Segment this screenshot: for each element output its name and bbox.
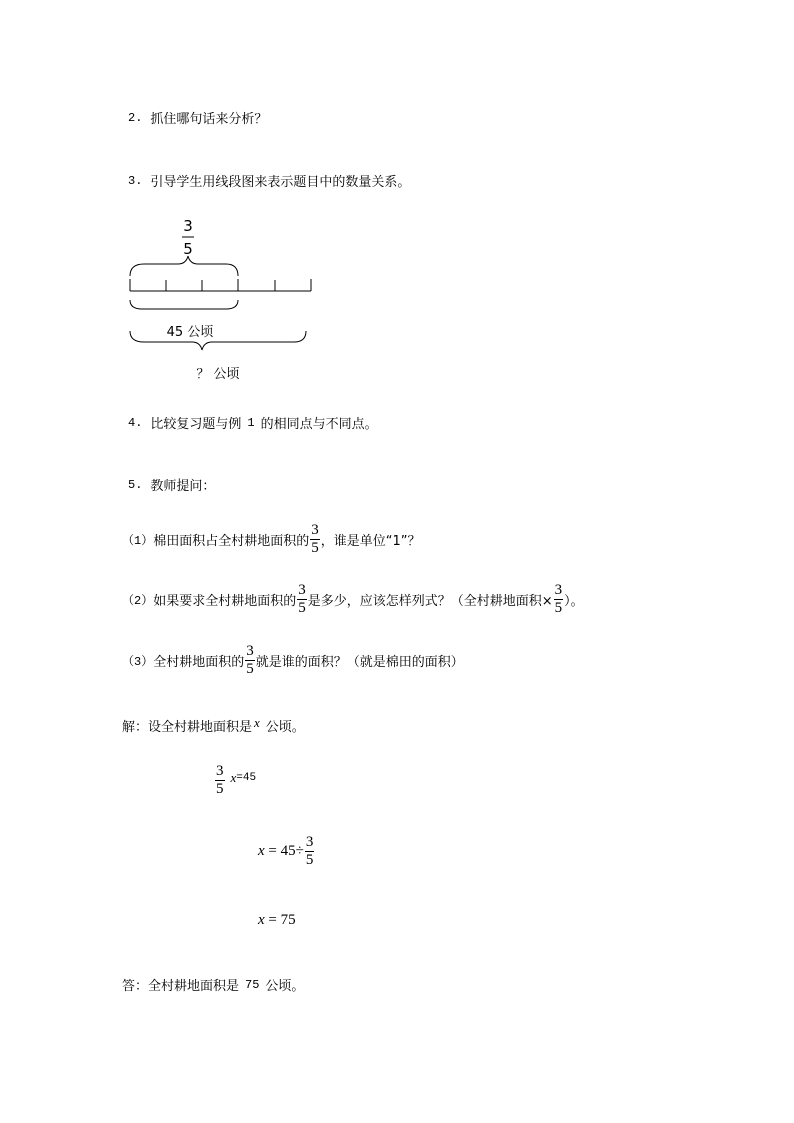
diagram-fraction-denominator: 5: [183, 240, 193, 258]
fraction-numerator: 3: [305, 834, 314, 850]
fraction: [310, 522, 320, 557]
fraction-numerator: 3: [554, 582, 563, 598]
example-ref: 1: [247, 415, 255, 430]
question-text: ，谁是单位“1”？: [320, 534, 421, 549]
fraction: [305, 834, 315, 869]
fraction-denominator: 5: [311, 540, 319, 556]
item-number: 5.: [128, 477, 143, 492]
question-text: 是多少，应该怎样列式？（全村耕地面积×: [307, 594, 553, 609]
question-index: （2）: [122, 594, 154, 608]
question-2: [122, 582, 584, 617]
variable-x: x: [258, 912, 265, 928]
question-3: [122, 643, 464, 678]
item-5: [128, 475, 215, 494]
fraction-numerator: 3: [216, 763, 224, 779]
solution-text: 解：设全村耕地面积是: [122, 720, 253, 735]
question-text: 全村耕地面积的: [153, 655, 245, 670]
item-2: [128, 108, 267, 127]
item-text: 比较复习题与例: [150, 417, 242, 432]
item-text: 引导学生用线段图来表示题目中的数量关系。: [150, 175, 411, 190]
equation-operator: = 45÷: [264, 843, 304, 859]
question-index: （3）: [122, 655, 154, 669]
answer: [122, 975, 304, 994]
solution-intro: [122, 716, 305, 735]
answer-text: 公顷。: [265, 979, 305, 994]
fraction-numerator: 3: [311, 522, 319, 538]
fraction-denominator: 5: [246, 661, 254, 677]
equation-3: [258, 912, 296, 929]
question-text: ）。: [564, 594, 584, 609]
item-text: 抓住哪句话来分析？: [150, 112, 268, 127]
fraction-denominator: 5: [554, 600, 563, 616]
item-3: [128, 171, 410, 190]
bottom-brace: [130, 331, 306, 350]
question-text: 就是谁的面积？（就是棉田的面积）: [255, 655, 464, 670]
fraction-denominator: 5: [305, 852, 314, 868]
known-bracket: [130, 300, 238, 309]
solution-text: 公顷。: [265, 720, 305, 735]
item-number: 2.: [128, 110, 143, 125]
known-label: 45 公顷: [166, 325, 214, 340]
fraction: [554, 582, 564, 617]
question-text: 如果要求全村耕地面积的: [153, 594, 297, 609]
fraction: [245, 643, 255, 678]
fraction-denominator: 5: [298, 600, 306, 616]
top-brace: [130, 256, 238, 276]
item-text: 的相同点与不同点。: [260, 417, 378, 432]
fraction-numerator: 3: [298, 582, 306, 598]
question-index: （1）: [122, 534, 154, 548]
equation-rhs: =45: [236, 771, 257, 784]
fraction: [215, 763, 225, 798]
fraction: [297, 582, 307, 617]
variable-x: x: [258, 843, 265, 859]
answer-text: 答：全村耕地面积是: [122, 979, 240, 994]
diagram-fraction-numerator: 3: [183, 217, 193, 235]
fraction-numerator: 3: [246, 643, 254, 659]
item-text: 教师提问：: [150, 479, 216, 494]
item-number: 3.: [128, 173, 143, 188]
item-number: 4.: [128, 415, 143, 430]
fraction-denominator: 5: [216, 781, 224, 797]
equation-2: [258, 834, 315, 869]
answer-value: 75: [245, 977, 260, 992]
equation-rhs: = 75: [264, 912, 296, 928]
variable-x: x: [230, 769, 237, 785]
item-4: [128, 413, 378, 432]
variable-x: x: [254, 714, 260, 730]
equation-1: [214, 763, 256, 798]
question-text: 棉田面积占全村耕地面积的: [153, 534, 310, 549]
segment-diagram: [120, 212, 330, 387]
unknown-label: ？ 公顷: [196, 367, 240, 382]
question-1: [122, 522, 420, 557]
